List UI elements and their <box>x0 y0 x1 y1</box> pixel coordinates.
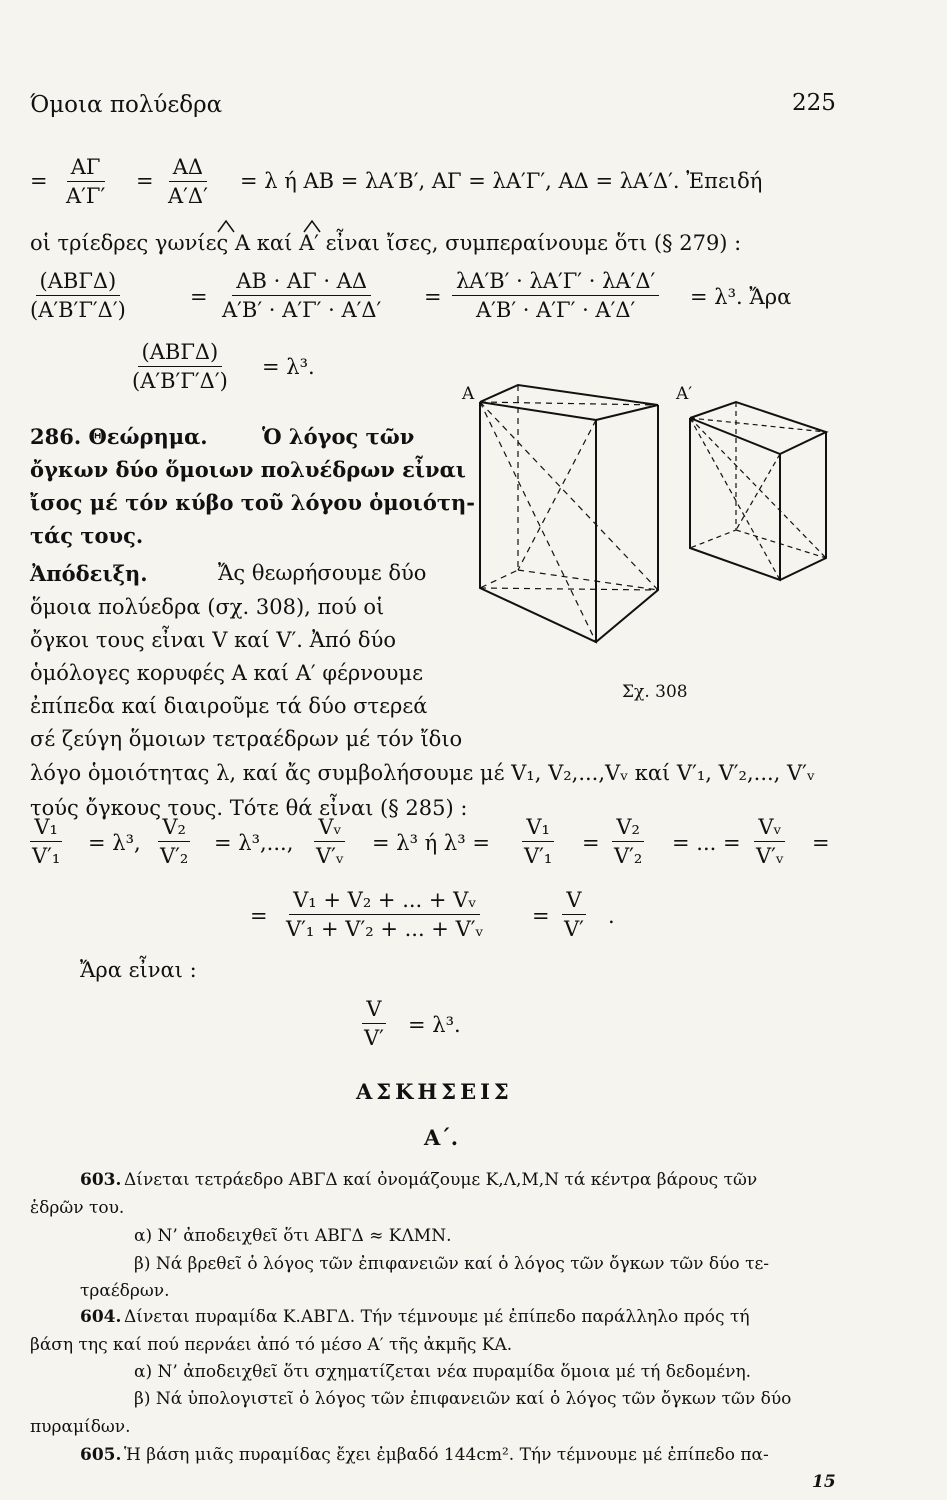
exercise-text-cont: ἑδρῶν του. <box>30 1198 125 1218</box>
exercise-text-cont: βάση της καί πού περνάει ἀπό τό μέσο Α′ τῆς ἀκμῆς ΚΑ. <box>30 1335 513 1355</box>
exercise-part: α) Ν’ ἀποδειχθεῖ ὅτι ΑΒΓΔ ≈ ΚΛΜΝ. <box>134 1226 452 1246</box>
denominator: V′₁ <box>32 844 61 869</box>
numerator: ΑΒ · ΑΓ · ΑΔ <box>232 270 371 296</box>
denominator: V′ᵥ <box>316 844 344 869</box>
exercise-text: Δίνεται πυραμίδα Κ.ΑΒΓΔ. Τήν τέμνουμε μέ ἐπίπεδο παράλληλο πρός τή <box>124 1307 750 1327</box>
angle-hat-marks <box>216 218 336 234</box>
numerator: V <box>362 998 385 1024</box>
ratio-v1 <box>28 816 64 868</box>
exercise-part: α) Ν’ ἀποδειχθεῖ ὅτι σχηματίζεται νέα πυραμίδα ὅμοια μέ τή δεδομένη. <box>134 1362 752 1382</box>
large-prism-hidden-edges <box>480 385 658 642</box>
equals-sign: = <box>532 904 550 928</box>
denominator: V′₂ <box>160 844 189 869</box>
equals-sign: = <box>250 904 268 928</box>
numerator: Vᵥ <box>314 816 345 842</box>
equals-sign: = <box>582 831 600 855</box>
numerator: λΑ′Β′ · λΑ′Γ′ · λΑ′Δ′ <box>452 270 659 296</box>
numerator: V₂ <box>612 816 644 842</box>
theorem-text-line: ἴσος μέ τόν κύβο τοῦ λόγου ὁμοιότη- <box>30 490 475 515</box>
denominator: (Α′Β′Γ′Δ′) <box>30 298 126 323</box>
exercise-part: β) Νά βρεθεῖ ὁ λόγος τῶν ἐπιφανειῶν καί ὁ λόγος τῶν ὄγκων τῶν δύο τε- <box>134 1254 770 1274</box>
equals-lambda-cubed: = λ³,..., <box>214 831 294 855</box>
proof-line: ὅμοια πολύεδρα (σχ. 308), πού οἱ <box>30 595 385 619</box>
ellipsis-equals: = ... = <box>672 831 741 855</box>
numerator: Vᵥ <box>754 816 785 842</box>
exercise-number: 603. <box>80 1170 122 1190</box>
similarity-ratio-line: = λ ή ΑΒ = λΑ′Β′, ΑΓ = λΑ′Γ′, ΑΔ = λΑ′Δ′. Ἐπειδή <box>240 169 763 193</box>
equals-sign: = <box>424 285 442 309</box>
figure-308-polyhedra <box>448 380 848 700</box>
figure-caption: Σχ. 308 <box>622 682 688 702</box>
tetrahedra-ratio-final <box>128 341 232 393</box>
exercise-part-cont: πυραμίδων. <box>30 1417 131 1437</box>
theorem-text-line: Ὁ λόγος τῶν <box>262 424 415 449</box>
equals-lambda-cubed: = λ³, <box>88 831 141 855</box>
lambda-cubed-result: = λ³. <box>262 355 315 379</box>
numerator: V₁ <box>30 816 62 842</box>
numerator: ΑΔ <box>169 156 207 182</box>
ratio-vn <box>752 816 788 868</box>
exercise-text: Δίνεται τετράεδρο ΑΒΓΔ καί ὀνομάζουμε Κ,Λ,Μ,Ν τά κέντρα βάρους τῶν <box>124 1170 758 1190</box>
ratio-v2 <box>156 816 192 868</box>
equals-sign: = <box>30 169 48 193</box>
exercise-part-cont: τραέδρων. <box>80 1281 170 1301</box>
numerator: ΑΓ <box>67 156 105 182</box>
sum-of-volumes-ratio <box>282 889 487 941</box>
equals-sign: = <box>812 831 830 855</box>
ratio-v2 <box>610 816 646 868</box>
proof-line: ἐπίπεδα καί διαιροῦμε τά δύο στερεά <box>30 694 428 718</box>
exercise-part: β) Νά ὑπολογιστεῖ ὁ λόγος τῶν ἐπιφανειῶν καί ὁ λόγος τῶν ὄγκων τῶν δύο <box>134 1389 792 1409</box>
large-prism-solid-edges <box>480 385 658 642</box>
proof-line: Ἄς θεωρήσουμε δύο <box>218 561 427 585</box>
small-prism-solid-edges <box>690 402 826 580</box>
denominator: Α′Γ′ <box>66 184 106 209</box>
total-volume-ratio <box>560 889 588 941</box>
proof-line: λόγο ὁμοιότητας λ, καί ἄς συμβολήσουμε μέ V₁, V₂,...,Vᵥ καί V′₁, V′₂,..., V′ᵥ <box>30 761 815 785</box>
denominator: Α′Β′ · Α′Γ′ · Α′Δ′ <box>222 298 382 323</box>
edge-product-ratio <box>218 270 385 322</box>
page-number: 225 <box>792 90 836 116</box>
exercise-text: Ἡ βάση μιᾶς πυραμίδας ἔχει ἐμβαδό 144cm². Τήν τέμνουμε μέ ἐπίπεδο πα- <box>124 1445 769 1465</box>
exercises-heading: ΑΣΚΗΣΕΙΣ <box>356 1079 513 1104</box>
theorem-text-line: ὄγκων δύο ὅμοιων πολυέδρων εἶναι <box>30 457 466 482</box>
exercises-subheading: Α΄. <box>424 1125 459 1150</box>
denominator: V′₁ + V′₂ + ... + V′ᵥ <box>286 917 484 942</box>
signature-mark: 15 <box>812 1472 836 1492</box>
numerator: V₁ + V₂ + ... + Vᵥ <box>289 889 480 915</box>
equals-sign: = <box>190 285 208 309</box>
theorem-text-line: τάς τους. <box>30 523 144 548</box>
hat-a-prime-icon <box>304 221 320 232</box>
denominator: V′₂ <box>614 844 643 869</box>
period: . <box>608 904 615 928</box>
denominator: V′ <box>564 917 584 942</box>
denominator: V′ᵥ <box>756 844 784 869</box>
proof-line: σέ ζεύγη ὅμοιων τετραέδρων μέ τόν ἴδιο <box>30 727 463 751</box>
numerator: V₂ <box>158 816 190 842</box>
proof-line: τούς ὄγκους τους. Τότε θά εἶναι (§ 285) : <box>30 796 468 820</box>
therefore-text: Ἄρα εἶναι : <box>80 958 197 982</box>
theorem-number: 286. Θεώρημα. <box>30 424 208 449</box>
denominator: Α′Δ′ <box>168 184 208 209</box>
proof-line: ὄγκοι τους εἶναι V καί V′. Ἀπό δύο <box>30 628 396 652</box>
proof-label: Ἀπόδειξη. <box>30 561 148 586</box>
small-prism-hidden-edges <box>690 402 826 580</box>
ratio-v1 <box>520 816 556 868</box>
numerator: V <box>562 889 585 915</box>
vertex-label-a: Α <box>462 384 475 404</box>
numerator: (ΑΒΓΔ) <box>36 270 121 296</box>
equals-sign: = <box>136 169 154 193</box>
denominator: V′ <box>364 1026 384 1051</box>
numerator: V₁ <box>522 816 554 842</box>
volume-ratio-tetrahedra <box>26 270 130 322</box>
trihedral-angles-line: οἱ τρίεδρες γωνίες Α καί Α′ εἶναι ἴσες, συμπεραίνουμε ὅτι (§ 279) : <box>30 231 742 255</box>
exercise-number: 605. <box>80 1445 122 1465</box>
exercise-number: 604. <box>80 1307 122 1327</box>
lambda-cubed-result: = λ³. <box>408 1013 461 1037</box>
lambda-cubed-equality: = λ³ ή λ³ = <box>372 831 490 855</box>
denominator: (Α′Β′Γ′Δ′) <box>132 369 228 394</box>
hat-a-icon <box>218 221 234 232</box>
denominator: Α′Β′ · Α′Γ′ · Α′Δ′ <box>475 298 636 323</box>
ratio-ad <box>164 156 212 208</box>
scaled-edge-ratio <box>452 270 659 322</box>
ratio-vn <box>312 816 348 868</box>
ratio-ag <box>62 156 109 208</box>
proof-line: ὁμόλογες κορυφές Α καί Α′ φέρνουμε <box>30 661 423 685</box>
lambda-cubed-result: = λ³. Ἄρα <box>690 285 792 309</box>
final-volume-ratio <box>360 998 388 1050</box>
running-header: Όμοια πολύεδρα <box>30 92 223 118</box>
denominator: V′₁ <box>524 844 553 869</box>
numerator: (ΑΒΓΔ) <box>138 341 223 367</box>
vertex-label-a-prime: Α′ <box>676 384 693 404</box>
